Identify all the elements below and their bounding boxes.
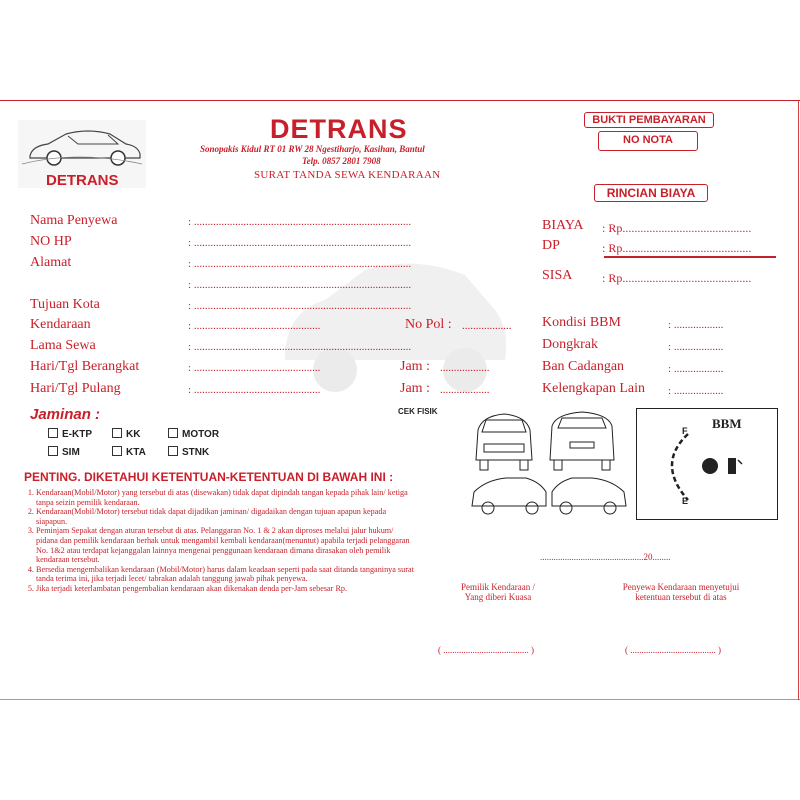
collateral-motor-checkbox[interactable]: MOTOR <box>168 428 219 440</box>
car-front-icon <box>476 414 532 470</box>
dp-field[interactable]: : Rp........................................... <box>602 241 752 255</box>
dp-label: DP <box>542 238 560 253</box>
collateral-title: Jaminan : <box>30 406 101 423</box>
car-logo-icon <box>18 120 146 172</box>
return-field[interactable]: : .............................................. <box>188 384 321 396</box>
company-address: Sonopakis Kidul RT 01 RW 28 Ngestiharjo, Kasihan, Bantul <box>200 144 425 154</box>
car-rear-icon <box>550 412 614 470</box>
collateral-kk-checkbox[interactable]: KK <box>112 428 140 440</box>
owner-signature-line[interactable]: ( ...................................... ) <box>438 645 534 655</box>
document-title: SURAT TANDA SEWA KENDARAAN <box>254 169 441 181</box>
term-item: 3. Peminjam Sepakat dengan aturan tersebut di atas. Pelanggaran No. 1 & 2 akan diproses melalui jalur hukum/ pidana dan pemilik kendaraan berhak untuk mengambil kembali kendaraan(menuntut) apabila terjadi pelanggaran No. 1&2 atau terdapat kejanggalan lainnya mengenai penggunaan kendaraan dimana dirasakan oleh pemilik kendaraan tersebut. <box>36 526 416 564</box>
return-time-label: Jam : <box>400 381 430 396</box>
right-border <box>798 100 799 700</box>
renter-signature-line[interactable]: ( ...................................... ) <box>625 645 721 655</box>
departure-time-label: Jam : <box>400 359 430 374</box>
collateral-stnk-checkbox[interactable]: STNK <box>168 446 209 458</box>
fuel-condition-field[interactable]: : .................. <box>668 319 724 331</box>
car-side-right-icon <box>552 478 626 514</box>
term-item: 5. Jika terjadi keterlambatan pengembalian kendaraan akan dikenakan denda per-Jam sebesar Rp. <box>36 584 416 594</box>
destination-label: Tujuan Kota <box>30 297 100 312</box>
duration-field[interactable]: : ............................................................................... <box>188 341 412 353</box>
other-equipment-field[interactable]: : .................. <box>668 385 724 397</box>
car-side-left-icon <box>472 478 546 514</box>
signature-date[interactable]: ..............................................20........ <box>540 552 671 562</box>
term-item: 4. Bersedia mengembalikan kendaraan (Mobil/Motor) harus dalam keadaan seperti pada saat ditanda tanganinya surat tanda terima ini, jika terjadi lecet/ tabrakan adalah tanggung jawab pihak penyewa. <box>36 565 416 584</box>
top-border <box>0 100 800 101</box>
receipt-number-box: NO NOTA <box>598 131 698 151</box>
collateral-sim-checkbox[interactable]: SIM <box>48 446 80 458</box>
car-diagram <box>466 408 632 520</box>
vehicle-label: Kendaraan <box>30 317 91 332</box>
address-field[interactable]: : ............................................................................... <box>188 258 412 270</box>
dp-underline <box>604 256 776 258</box>
jack-field[interactable]: : .................. <box>668 341 724 353</box>
rental-form <box>0 100 800 700</box>
phone-label: NO HP <box>30 234 72 249</box>
renter-signature-title: Penyewa Kendaraan menyetujui ketentuan tersebut di atas <box>622 582 740 602</box>
cost-details-label: RINCIAN BIAYA <box>594 184 708 202</box>
renter-name-field[interactable]: : ............................................................................... <box>188 216 412 228</box>
plate-label: No Pol : <box>405 317 452 332</box>
cost-field[interactable]: : Rp........................................... <box>602 221 752 235</box>
owner-signature-title: Pemilik Kendaraan / Yang diberi Kuasa <box>461 582 535 602</box>
address-label: Alamat <box>30 255 72 270</box>
term-item: 1. Kendaraan(Mobil/Motor) yang tersebut di atas (disewakan) tidak dapat dipindah tangan kepada pihak lain/ ketiga tanpa seizin pemilik kendaraan. <box>36 488 416 507</box>
physical-check-label: CEK FISIK <box>398 407 438 416</box>
fuel-gauge <box>636 408 778 520</box>
destination-field[interactable]: : ............................................................................... <box>188 300 412 312</box>
company-phone: Telp. 0857 2801 7908 <box>302 156 381 166</box>
jack-label: Dongkrak <box>542 337 598 352</box>
term-item: 2. Kendaraan(Mobil/Motor) tersebut tidak dapat dijadikan jaminan/ digadaikan dengan tujuan apapun kepada siapapun. <box>36 507 416 526</box>
phone-field[interactable]: : ............................................................................... <box>188 237 412 249</box>
departure-label: Hari/Tgl Berangkat <box>30 359 140 374</box>
duration-label: Lama Sewa <box>30 338 96 353</box>
plate-field[interactable]: .................. <box>462 320 512 332</box>
fuel-empty-mark: E <box>682 496 689 506</box>
collateral-ektp-checkbox[interactable]: E-KTP <box>48 428 92 440</box>
logo-text: DETRANS <box>46 172 119 189</box>
spare-tire-label: Ban Cadangan <box>542 359 625 374</box>
other-equipment-label: Kelengkapan Lain <box>542 381 646 396</box>
collateral-kta-checkbox[interactable]: KTA <box>112 446 146 458</box>
balance-field[interactable]: : Rp........................................... <box>602 271 752 285</box>
renter-name-label: Nama Penyewa <box>30 213 118 228</box>
departure-time-field[interactable]: .................. <box>440 362 490 374</box>
return-time-field[interactable]: .................. <box>440 384 490 396</box>
spare-tire-field[interactable]: : .................. <box>668 363 724 375</box>
important-notice-heading: PENTING. DIKETAHUI KETENTUAN-KETENTUAN DI BAWAH INI : <box>24 470 394 484</box>
company-name: DETRANS <box>270 114 408 144</box>
return-label: Hari/Tgl Pulang <box>30 381 121 396</box>
terms-list <box>26 488 416 594</box>
vehicle-field[interactable]: : .............................................. <box>188 320 321 332</box>
fuel-full-mark: F <box>682 426 688 436</box>
payment-proof-label: BUKTI PEMBAYARAN <box>584 112 714 128</box>
fuel-condition-label: Kondisi BBM <box>542 315 621 330</box>
cost-label: BIAYA <box>542 218 584 233</box>
departure-field[interactable]: : .............................................. <box>188 362 321 374</box>
balance-label: SISA <box>542 268 573 283</box>
bottom-border <box>0 699 800 700</box>
fuel-gauge-title: BBM <box>712 416 742 431</box>
address-field-2[interactable]: : ............................................................................... <box>188 279 412 291</box>
